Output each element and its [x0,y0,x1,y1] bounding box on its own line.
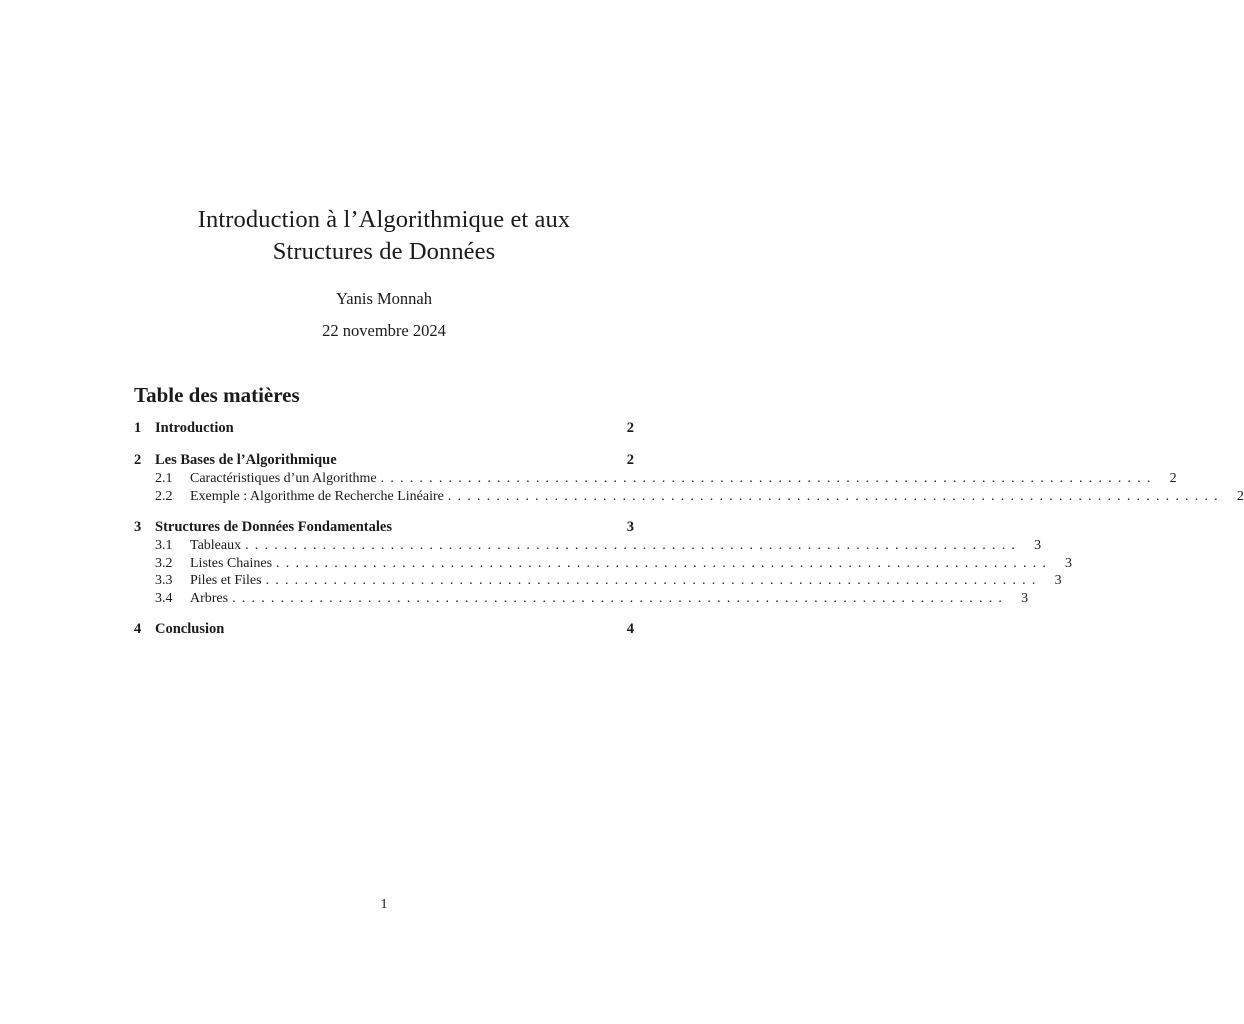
toc-dot-leader: ................................................................................ [265,573,1042,588]
toc-subsection-number: 2.1 [155,471,173,486]
toc-subsection-page: 2 [1169,471,1177,486]
toc-subsection-title: Piles et Files [190,573,262,588]
toc-subsection-page: 3 [1034,538,1042,553]
toc-section-number: 3 [134,519,142,535]
document-date: 22 novembre 2024 [322,321,446,340]
toc-subsection-title: Exemple : Algorithme de Recherche Linéaire [190,488,444,504]
toc-section-number: 4 [134,621,142,637]
toc-subsection-number: 3.1 [155,538,173,553]
toc-subsection-entry[interactable] [134,590,1029,608]
toc-subsection-entry[interactable] [134,488,1244,506]
toc-subsection-page: 3 [1054,573,1062,588]
toc-subsection-title: Listes Chaines [190,555,273,571]
toc-subsection-page: 2 [1236,488,1244,504]
toc-section [134,419,634,438]
toc-section-entry[interactable] [134,419,634,438]
toc-subsection-page: 3 [1021,590,1029,606]
toc-subsection-number: 3.2 [155,555,173,571]
toc-section-title: Introduction [155,420,234,436]
toc-subsection-title: Tableaux [190,538,242,553]
document-title-line-2: Structures de Données [272,238,496,265]
toc-subsection-entry[interactable] [134,555,1073,573]
toc-section [134,451,1244,505]
document-title-line-1: Introduction à l’Algorithmique et aux [197,206,571,233]
toc-section-title: Structures de Données Fondamentales [155,519,392,535]
toc-subsection-entry[interactable] [134,572,1062,590]
toc-section-page: 2 [626,420,634,436]
toc-subsection-number: 3.4 [155,590,173,606]
toc-section-number: 1 [134,420,142,436]
toc-subsection-title: Caractéristiques d’un Algorithme [190,471,377,486]
toc-subsection-entry[interactable] [134,470,1177,488]
toc-subsection-number: 3.3 [155,573,173,588]
toc-heading: Table des matières [134,383,300,407]
toc-subsection-title: Arbres [190,590,229,606]
toc-subsection-number: 2.2 [155,488,173,504]
toc-list [134,419,1244,639]
toc-section-page: 3 [626,519,634,535]
toc-section-page: 2 [626,452,634,468]
toc-dot-leader: ................................................................................ [232,590,1009,606]
page-number: 1 [380,897,388,912]
toc-section-number: 2 [134,452,142,468]
toc-section-page: 4 [626,621,634,637]
toc-subsection-page: 3 [1065,555,1073,571]
document-author: Yanis Monnah [336,289,432,308]
toc-subsection-entry[interactable] [134,537,1042,555]
toc-section [134,518,1073,607]
toc-dot-leader: ................................................................................ [245,538,1022,553]
title-block [0,204,768,342]
toc-section-entry[interactable] [134,518,634,537]
toc-dot-leader: ................................................................................ [276,555,1053,571]
toc-dot-leader: ................................................................................ [380,471,1157,486]
toc-dot-leader: ................................................................................ [447,488,1224,504]
table-of-contents [134,381,1244,652]
toc-section [134,620,634,639]
toc-section-title: Les Bases de l’Algorithmique [155,452,337,468]
toc-section-title: Conclusion [155,621,225,637]
toc-section-entry[interactable] [134,451,634,470]
toc-section-entry[interactable] [134,620,634,639]
